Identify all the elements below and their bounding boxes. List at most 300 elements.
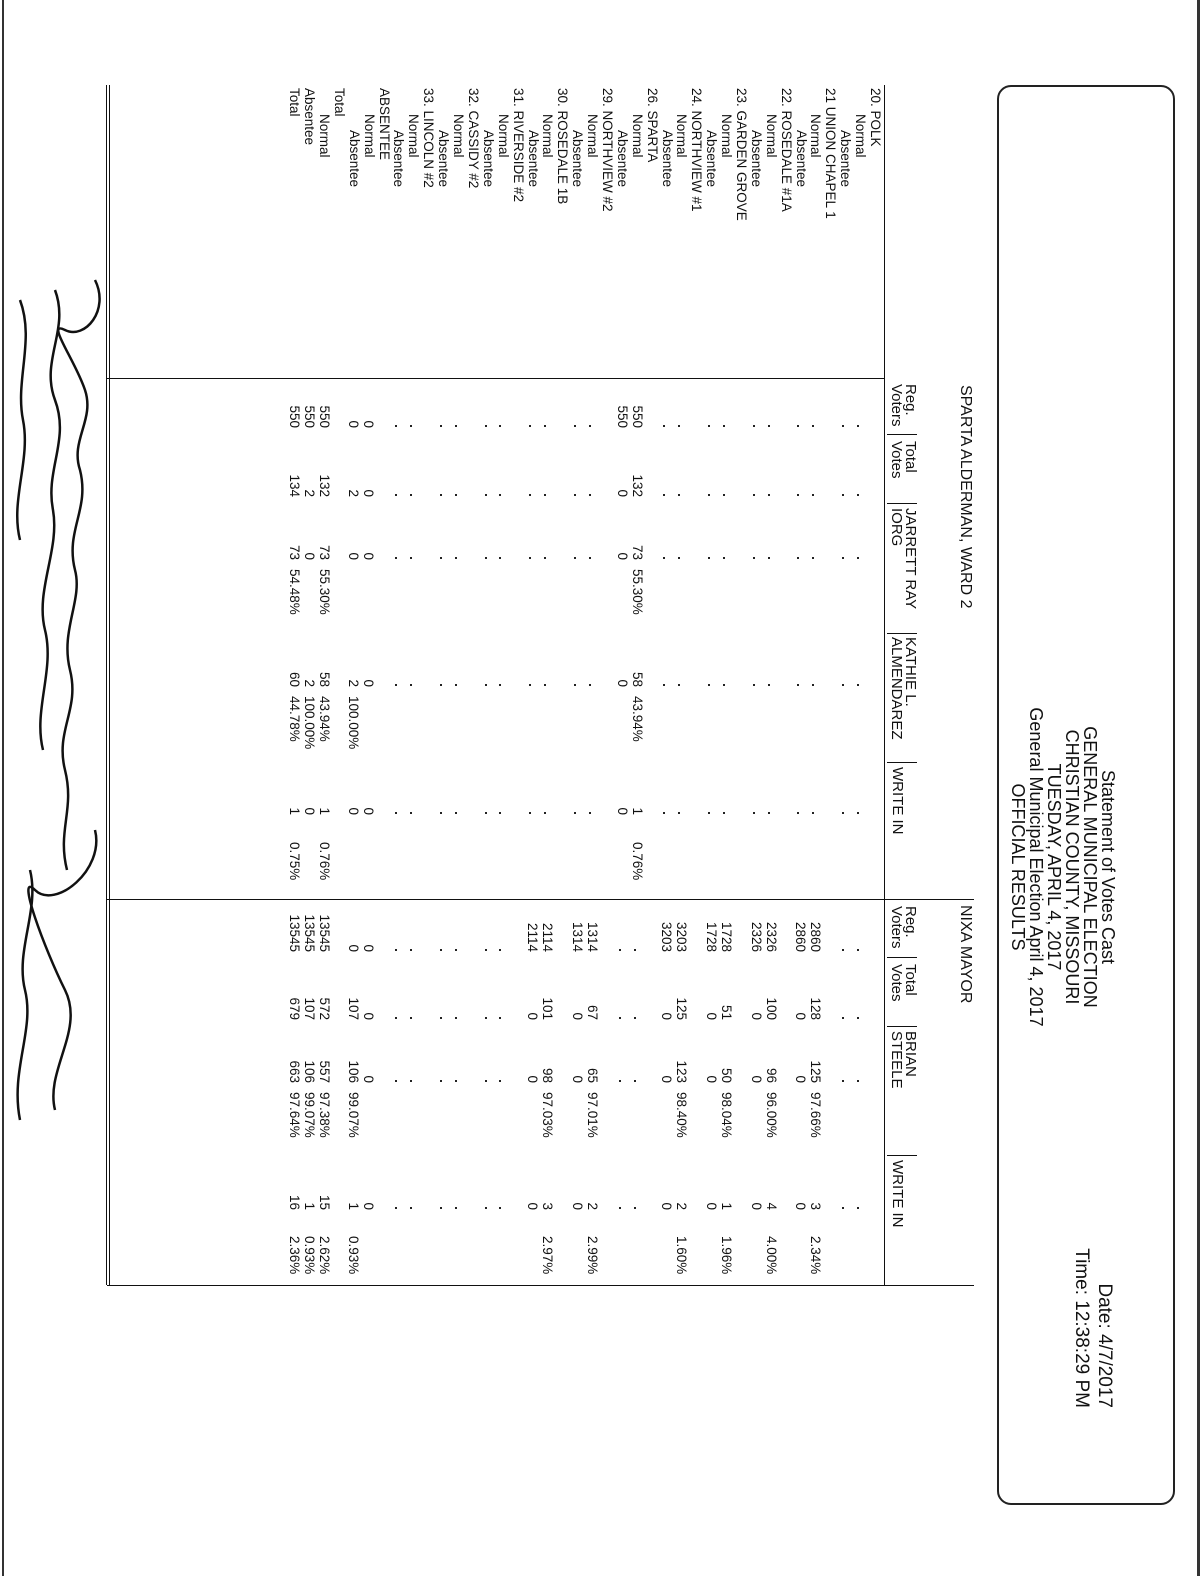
col-sep bbox=[887, 762, 917, 763]
table-cell: 0 bbox=[361, 1012, 377, 1020]
table-cell: 550 bbox=[286, 405, 302, 428]
table-cell: 107 bbox=[346, 997, 362, 1020]
empty-cell-mark bbox=[857, 494, 859, 496]
empty-cell-mark bbox=[678, 494, 680, 496]
empty-cell-mark bbox=[753, 557, 755, 559]
table-cell: 2114 bbox=[540, 922, 556, 952]
table-cell: 0.75% bbox=[286, 842, 302, 881]
table-cell: 0 bbox=[525, 1012, 541, 1020]
table-cell: 0 bbox=[301, 552, 317, 560]
empty-cell-mark bbox=[708, 494, 710, 496]
empty-cell-mark bbox=[529, 494, 531, 496]
empty-cell-mark bbox=[842, 949, 844, 951]
report-timestamp bbox=[1070, 1108, 1116, 1408]
table-cell: 106 bbox=[301, 1060, 317, 1083]
table-cell: 96 bbox=[763, 1067, 779, 1083]
empty-cell-mark bbox=[842, 812, 844, 814]
table-cell: 1 bbox=[719, 1202, 734, 1210]
table-cell: 2114 bbox=[525, 922, 541, 952]
empty-cell-mark bbox=[708, 812, 710, 814]
table-cell: 2860 bbox=[793, 921, 809, 952]
empty-cell-mark bbox=[395, 684, 397, 686]
col-head-s1-total: Total Votes bbox=[888, 441, 919, 479]
row-label: Normal bbox=[674, 114, 690, 158]
row-label: 23. GARDEN GROVE bbox=[733, 88, 749, 221]
official-signatures bbox=[0, 270, 115, 1170]
row-label: Absentee bbox=[346, 130, 362, 188]
empty-cell-mark bbox=[812, 812, 814, 814]
empty-cell-mark bbox=[544, 684, 546, 686]
table-cell: 0 bbox=[570, 1012, 585, 1020]
table-cell: 0.93% bbox=[346, 1236, 362, 1275]
table-cell: 55.30% bbox=[629, 569, 645, 615]
empty-cell-mark bbox=[485, 425, 487, 427]
table-cell: 97.64% bbox=[286, 1092, 302, 1138]
table-cell: 0 bbox=[704, 1075, 720, 1083]
table-cell: 13545 bbox=[301, 914, 317, 952]
table-cell: 0 bbox=[361, 489, 377, 497]
empty-cell-mark bbox=[768, 557, 770, 559]
table-cell: 55.30% bbox=[316, 569, 332, 615]
empty-cell-mark bbox=[663, 557, 665, 559]
empty-cell-mark bbox=[589, 684, 591, 686]
header-line-5: General Municipal Election April 4, 2017 bbox=[1026, 707, 1046, 1027]
empty-cell-mark bbox=[410, 684, 412, 686]
table-cell: 2 bbox=[301, 679, 317, 687]
empty-cell-mark bbox=[485, 557, 487, 559]
table-cell: 2 bbox=[301, 489, 317, 497]
row-label: Normal bbox=[585, 114, 601, 158]
table-cell: 98.04% bbox=[719, 1092, 734, 1138]
empty-cell-mark bbox=[410, 557, 412, 559]
table-cell: 97.66% bbox=[808, 1092, 824, 1138]
table-cell: 125 bbox=[674, 997, 690, 1020]
header-line-3: CHRISTIAN COUNTY, MISSOURI bbox=[1062, 729, 1082, 1005]
table-cell: 0 bbox=[614, 552, 630, 560]
table-cell: 3203 bbox=[659, 921, 675, 952]
report-title-block bbox=[1009, 557, 1117, 1177]
row-label: Absentee bbox=[302, 88, 318, 146]
table-cell: 0.76% bbox=[316, 842, 332, 881]
row-label: Normal bbox=[540, 114, 556, 158]
empty-cell-mark bbox=[663, 494, 665, 496]
empty-cell-mark bbox=[678, 425, 680, 427]
table-cell: 13545 bbox=[286, 914, 302, 952]
table-cell: 16 bbox=[286, 1194, 302, 1210]
empty-cell-mark bbox=[500, 557, 502, 559]
table-cell: 1314 bbox=[584, 921, 600, 952]
table-cell: 0 bbox=[748, 1012, 764, 1020]
empty-cell-mark bbox=[544, 494, 546, 496]
empty-cell-mark bbox=[768, 494, 770, 496]
table-right-rule bbox=[107, 1285, 974, 1286]
empty-cell-mark bbox=[440, 1017, 442, 1019]
signature-stroke bbox=[17, 300, 26, 540]
table-cell: 1728 bbox=[719, 921, 734, 952]
table-cell: 1.60% bbox=[674, 1236, 690, 1275]
table-cell: 101 bbox=[540, 997, 556, 1020]
empty-cell-mark bbox=[619, 1207, 621, 1209]
header-line-1: Statement of Votes Cast bbox=[1098, 769, 1118, 965]
empty-cell-mark bbox=[410, 812, 412, 814]
table-cell: 2.99% bbox=[584, 1236, 600, 1275]
empty-cell-mark bbox=[589, 494, 591, 496]
empty-cell-mark bbox=[455, 1017, 457, 1019]
table-cell: 98 bbox=[540, 1067, 556, 1083]
empty-cell-mark bbox=[708, 425, 710, 427]
table-cell: 0 bbox=[361, 1075, 377, 1083]
empty-cell-mark bbox=[500, 1017, 502, 1019]
empty-cell-mark bbox=[410, 1207, 412, 1209]
table-cell: 0 bbox=[793, 1075, 809, 1083]
table-cell: 2 bbox=[346, 679, 362, 687]
header-line-4: TUESDAY, APRIL 4, 2017 bbox=[1044, 763, 1064, 971]
empty-cell-mark bbox=[455, 949, 457, 951]
table-cell: 58 bbox=[316, 671, 332, 687]
row-label: Absentee bbox=[748, 130, 764, 188]
table-cell: 0 bbox=[614, 679, 630, 687]
table-cell: 0 bbox=[361, 420, 377, 428]
empty-cell-mark bbox=[634, 949, 636, 951]
row-label: 22. ROSEDALE #1A bbox=[778, 88, 794, 212]
table-cell: 50 bbox=[719, 1067, 734, 1083]
empty-cell-mark bbox=[455, 494, 457, 496]
empty-cell-mark bbox=[395, 1080, 397, 1082]
section-title-nixa: NIXA MAYOR bbox=[957, 905, 974, 1004]
empty-cell-mark bbox=[842, 1080, 844, 1082]
empty-cell-mark bbox=[842, 425, 844, 427]
report-time: Time: 12:38:29 PM bbox=[1071, 1248, 1092, 1408]
empty-cell-mark bbox=[485, 684, 487, 686]
row-label: Normal bbox=[763, 114, 779, 158]
empty-cell-mark bbox=[395, 812, 397, 814]
col-sep bbox=[887, 503, 917, 504]
row-label: Normal bbox=[317, 114, 333, 158]
row-label: Absentee bbox=[793, 130, 809, 188]
col-sep bbox=[887, 1026, 917, 1027]
empty-cell-mark bbox=[753, 425, 755, 427]
table-cell: 550 bbox=[301, 405, 317, 428]
col-head-s2-writein: WRITE IN bbox=[889, 1160, 906, 1228]
table-cell: 43.94% bbox=[629, 696, 645, 742]
table-cell: 100.00% bbox=[346, 696, 362, 750]
empty-cell-mark bbox=[798, 684, 800, 686]
signature-stroke bbox=[40, 290, 60, 750]
col-sep bbox=[887, 633, 917, 634]
empty-cell-mark bbox=[723, 557, 725, 559]
header-line-6: OFFICIAL RESULTS bbox=[1008, 783, 1028, 951]
col-sep bbox=[887, 957, 917, 958]
table-cell: 97.01% bbox=[584, 1092, 600, 1138]
empty-cell-mark bbox=[485, 812, 487, 814]
empty-cell-mark bbox=[485, 1207, 487, 1209]
empty-cell-mark bbox=[440, 425, 442, 427]
signature-stroke bbox=[18, 870, 33, 1120]
table-cell: 97.03% bbox=[540, 1092, 556, 1138]
row-label: ABSENTEE bbox=[376, 88, 392, 161]
empty-cell-mark bbox=[410, 1080, 412, 1082]
empty-cell-mark bbox=[812, 425, 814, 427]
empty-cell-mark bbox=[500, 812, 502, 814]
table-cell: 43.94% bbox=[316, 696, 332, 742]
empty-cell-mark bbox=[395, 1017, 397, 1019]
empty-cell-mark bbox=[440, 812, 442, 814]
table-cell: 73 bbox=[629, 544, 645, 560]
row-label: Normal bbox=[406, 114, 422, 158]
table-cell: 97.38% bbox=[316, 1092, 332, 1138]
row-label: Normal bbox=[853, 114, 869, 158]
col-sep bbox=[887, 1155, 917, 1156]
table-cell: 663 bbox=[286, 1060, 302, 1083]
row-label: 32. CASSIDY #2 bbox=[465, 88, 481, 189]
row-label: Normal bbox=[719, 114, 735, 158]
table-cell: 4 bbox=[763, 1202, 779, 1210]
table-cell: 96.00% bbox=[763, 1092, 779, 1138]
table-cell: 128 bbox=[808, 997, 824, 1020]
table-cell: 679 bbox=[286, 997, 302, 1020]
empty-cell-mark bbox=[768, 684, 770, 686]
empty-cell-mark bbox=[619, 949, 621, 951]
table-cell: 2326 bbox=[763, 921, 779, 952]
report-header-box bbox=[997, 85, 1175, 1505]
row-label: Absentee bbox=[659, 130, 675, 188]
empty-cell-mark bbox=[574, 557, 576, 559]
empty-cell-mark bbox=[574, 812, 576, 814]
table-cell: 134 bbox=[286, 474, 302, 497]
empty-cell-mark bbox=[723, 425, 725, 427]
empty-cell-mark bbox=[574, 684, 576, 686]
row-label: Absentee bbox=[704, 130, 720, 188]
empty-cell-mark bbox=[440, 557, 442, 559]
empty-cell-mark bbox=[529, 684, 531, 686]
table-cell: 0 bbox=[704, 1202, 720, 1210]
col-sep bbox=[887, 434, 917, 435]
empty-cell-mark bbox=[589, 812, 591, 814]
table-cell: 1 bbox=[286, 807, 302, 815]
empty-cell-mark bbox=[753, 812, 755, 814]
empty-cell-mark bbox=[485, 1080, 487, 1082]
section-divider bbox=[107, 899, 974, 900]
table-cell: 550 bbox=[614, 405, 630, 428]
table-cell: 2.97% bbox=[540, 1236, 556, 1275]
row-label: 33. LINCOLN #2 bbox=[421, 88, 437, 188]
table-cell: 0 bbox=[361, 807, 377, 815]
empty-cell-mark bbox=[842, 684, 844, 686]
empty-cell-mark bbox=[529, 425, 531, 427]
col-head-s2-total: Total Votes bbox=[888, 964, 919, 1002]
row-label: Absentee bbox=[614, 130, 630, 188]
table-cell: 2.62% bbox=[316, 1236, 332, 1275]
empty-cell-mark bbox=[529, 557, 531, 559]
row-label: 26. SPARTA bbox=[644, 88, 660, 163]
table-cell: 0 bbox=[346, 944, 362, 952]
table-cell: 2 bbox=[584, 1202, 600, 1210]
table-cell: 1 bbox=[346, 1202, 362, 1210]
table-cell: 0.76% bbox=[629, 842, 645, 881]
table-cell: 2326 bbox=[748, 921, 764, 952]
table-cell: 44.78% bbox=[286, 696, 302, 742]
empty-cell-mark bbox=[455, 812, 457, 814]
empty-cell-mark bbox=[410, 494, 412, 496]
empty-cell-mark bbox=[857, 1017, 859, 1019]
table-cell: 1 bbox=[301, 1202, 317, 1210]
table-cell: 67 bbox=[584, 1004, 600, 1020]
empty-cell-mark bbox=[678, 812, 680, 814]
empty-cell-mark bbox=[440, 949, 442, 951]
table-cell: 572 bbox=[316, 997, 332, 1020]
empty-cell-mark bbox=[723, 684, 725, 686]
empty-cell-mark bbox=[485, 949, 487, 951]
col-head-s1-iorg: JARRETT RAY IORG bbox=[888, 508, 919, 610]
empty-cell-mark bbox=[440, 1207, 442, 1209]
empty-cell-mark bbox=[857, 1207, 859, 1209]
table-cell: 0 bbox=[793, 1012, 809, 1020]
table-cell: 3 bbox=[540, 1202, 556, 1210]
empty-cell-mark bbox=[500, 684, 502, 686]
table-cell: 3203 bbox=[674, 921, 690, 952]
empty-cell-mark bbox=[500, 949, 502, 951]
table-cell: 73 bbox=[286, 544, 302, 560]
row-label: Absentee bbox=[838, 130, 854, 188]
table-cell: 0 bbox=[793, 1202, 809, 1210]
empty-cell-mark bbox=[395, 949, 397, 951]
table-cell: 1 bbox=[629, 807, 645, 815]
empty-cell-mark bbox=[723, 494, 725, 496]
signature-stroke bbox=[28, 830, 96, 1110]
empty-cell-mark bbox=[708, 557, 710, 559]
table-cell: 0 bbox=[659, 1012, 675, 1020]
table-cell: 550 bbox=[629, 405, 645, 428]
empty-cell-mark bbox=[798, 557, 800, 559]
table-cell: 0 bbox=[346, 420, 362, 428]
empty-cell-mark bbox=[440, 1080, 442, 1082]
table-cell: 65 bbox=[584, 1067, 600, 1083]
table-cell: 1728 bbox=[704, 921, 720, 952]
empty-cell-mark bbox=[619, 1017, 621, 1019]
empty-cell-mark bbox=[440, 494, 442, 496]
table-cell: 0 bbox=[346, 552, 362, 560]
table-cell: 99.07% bbox=[301, 1092, 317, 1138]
row-label: Total bbox=[331, 88, 347, 117]
empty-cell-mark bbox=[663, 684, 665, 686]
table-cell: 2 bbox=[674, 1202, 690, 1210]
empty-cell-mark bbox=[529, 812, 531, 814]
table-cell: 0 bbox=[361, 944, 377, 952]
empty-cell-mark bbox=[798, 812, 800, 814]
table-cell: 0 bbox=[614, 807, 630, 815]
table-cell: 0.93% bbox=[301, 1236, 317, 1275]
table-cell: 0 bbox=[570, 1075, 585, 1083]
row-label: Absentee bbox=[436, 130, 452, 188]
col-head-s1-reg: Reg. Voters bbox=[888, 384, 919, 427]
empty-cell-mark bbox=[455, 1080, 457, 1082]
empty-cell-mark bbox=[574, 425, 576, 427]
empty-cell-mark bbox=[500, 1207, 502, 1209]
empty-cell-mark bbox=[663, 812, 665, 814]
row-label: Normal bbox=[808, 114, 824, 158]
empty-cell-mark bbox=[857, 949, 859, 951]
empty-cell-mark bbox=[410, 949, 412, 951]
row-labels bbox=[286, 88, 882, 368]
table-cell: 0 bbox=[361, 552, 377, 560]
table-cell: 123 bbox=[674, 1060, 690, 1083]
empty-cell-mark bbox=[589, 557, 591, 559]
empty-cell-mark bbox=[798, 425, 800, 427]
header-line-2: GENERAL MUNICIPAL ELECTION bbox=[1080, 726, 1100, 1008]
table-cell: 13545 bbox=[316, 914, 332, 952]
empty-cell-mark bbox=[395, 557, 397, 559]
table-cell: 0 bbox=[748, 1075, 764, 1083]
empty-cell-mark bbox=[842, 1207, 844, 1209]
table-divider bbox=[107, 378, 885, 379]
table-cell: 132 bbox=[629, 474, 645, 497]
table-cell: 2.34% bbox=[808, 1236, 824, 1275]
empty-cell-mark bbox=[455, 425, 457, 427]
table-cell: 0 bbox=[748, 1202, 764, 1210]
table-cell: 3 bbox=[808, 1202, 824, 1210]
empty-cell-mark bbox=[500, 1080, 502, 1082]
col-head-s1-writein: WRITE IN bbox=[889, 767, 906, 835]
empty-cell-mark bbox=[842, 557, 844, 559]
table-cell: 0 bbox=[525, 1202, 541, 1210]
empty-cell-mark bbox=[395, 425, 397, 427]
empty-cell-mark bbox=[455, 684, 457, 686]
empty-cell-mark bbox=[485, 1017, 487, 1019]
empty-cell-mark bbox=[500, 425, 502, 427]
row-label: Absentee bbox=[525, 130, 541, 188]
row-label: Normal bbox=[495, 114, 511, 158]
table-cell: 2.36% bbox=[286, 1236, 302, 1275]
table-cell: 0 bbox=[301, 807, 317, 815]
table-cell: 132 bbox=[316, 474, 332, 497]
table-cell: 0 bbox=[361, 679, 377, 687]
empty-cell-mark bbox=[857, 684, 859, 686]
empty-cell-mark bbox=[663, 425, 665, 427]
empty-cell-mark bbox=[857, 812, 859, 814]
empty-cell-mark bbox=[708, 684, 710, 686]
table-cell: 2860 bbox=[808, 921, 824, 952]
row-label: 20. POLK bbox=[868, 88, 883, 147]
empty-cell-mark bbox=[753, 684, 755, 686]
table-cell: 54.48% bbox=[286, 569, 302, 615]
row-label: 29. NORTHVIEW #2 bbox=[599, 88, 615, 212]
table-cell: 0 bbox=[525, 1075, 541, 1083]
table-cell: 0 bbox=[659, 1202, 675, 1210]
row-label: Total bbox=[287, 88, 303, 117]
table-cell: 1.96% bbox=[719, 1236, 734, 1275]
table-cell: 100 bbox=[763, 997, 779, 1020]
table-cell: 51 bbox=[719, 1004, 734, 1020]
row-label: Absentee bbox=[480, 130, 496, 188]
empty-cell-mark bbox=[678, 557, 680, 559]
table-cell: 557 bbox=[316, 1060, 332, 1083]
table-cell: 107 bbox=[301, 997, 317, 1020]
table-cell: 0 bbox=[361, 1202, 377, 1210]
table-cell: 2 bbox=[346, 489, 362, 497]
table-cell: 0 bbox=[614, 489, 630, 497]
section-title-sparta: SPARTA ALDERMAN, WARD 2 bbox=[957, 385, 974, 609]
table-cell: 1 bbox=[316, 807, 332, 815]
empty-cell-mark bbox=[589, 425, 591, 427]
empty-cell-mark bbox=[812, 684, 814, 686]
empty-cell-mark bbox=[395, 494, 397, 496]
empty-cell-mark bbox=[753, 494, 755, 496]
empty-cell-mark bbox=[857, 557, 859, 559]
row-label: 31. RIVERSIDE #2 bbox=[510, 88, 526, 203]
col-head-s2-steele: BRIAN STEELE bbox=[888, 1031, 919, 1089]
empty-cell-mark bbox=[544, 557, 546, 559]
table-cell: 0 bbox=[570, 1202, 585, 1210]
